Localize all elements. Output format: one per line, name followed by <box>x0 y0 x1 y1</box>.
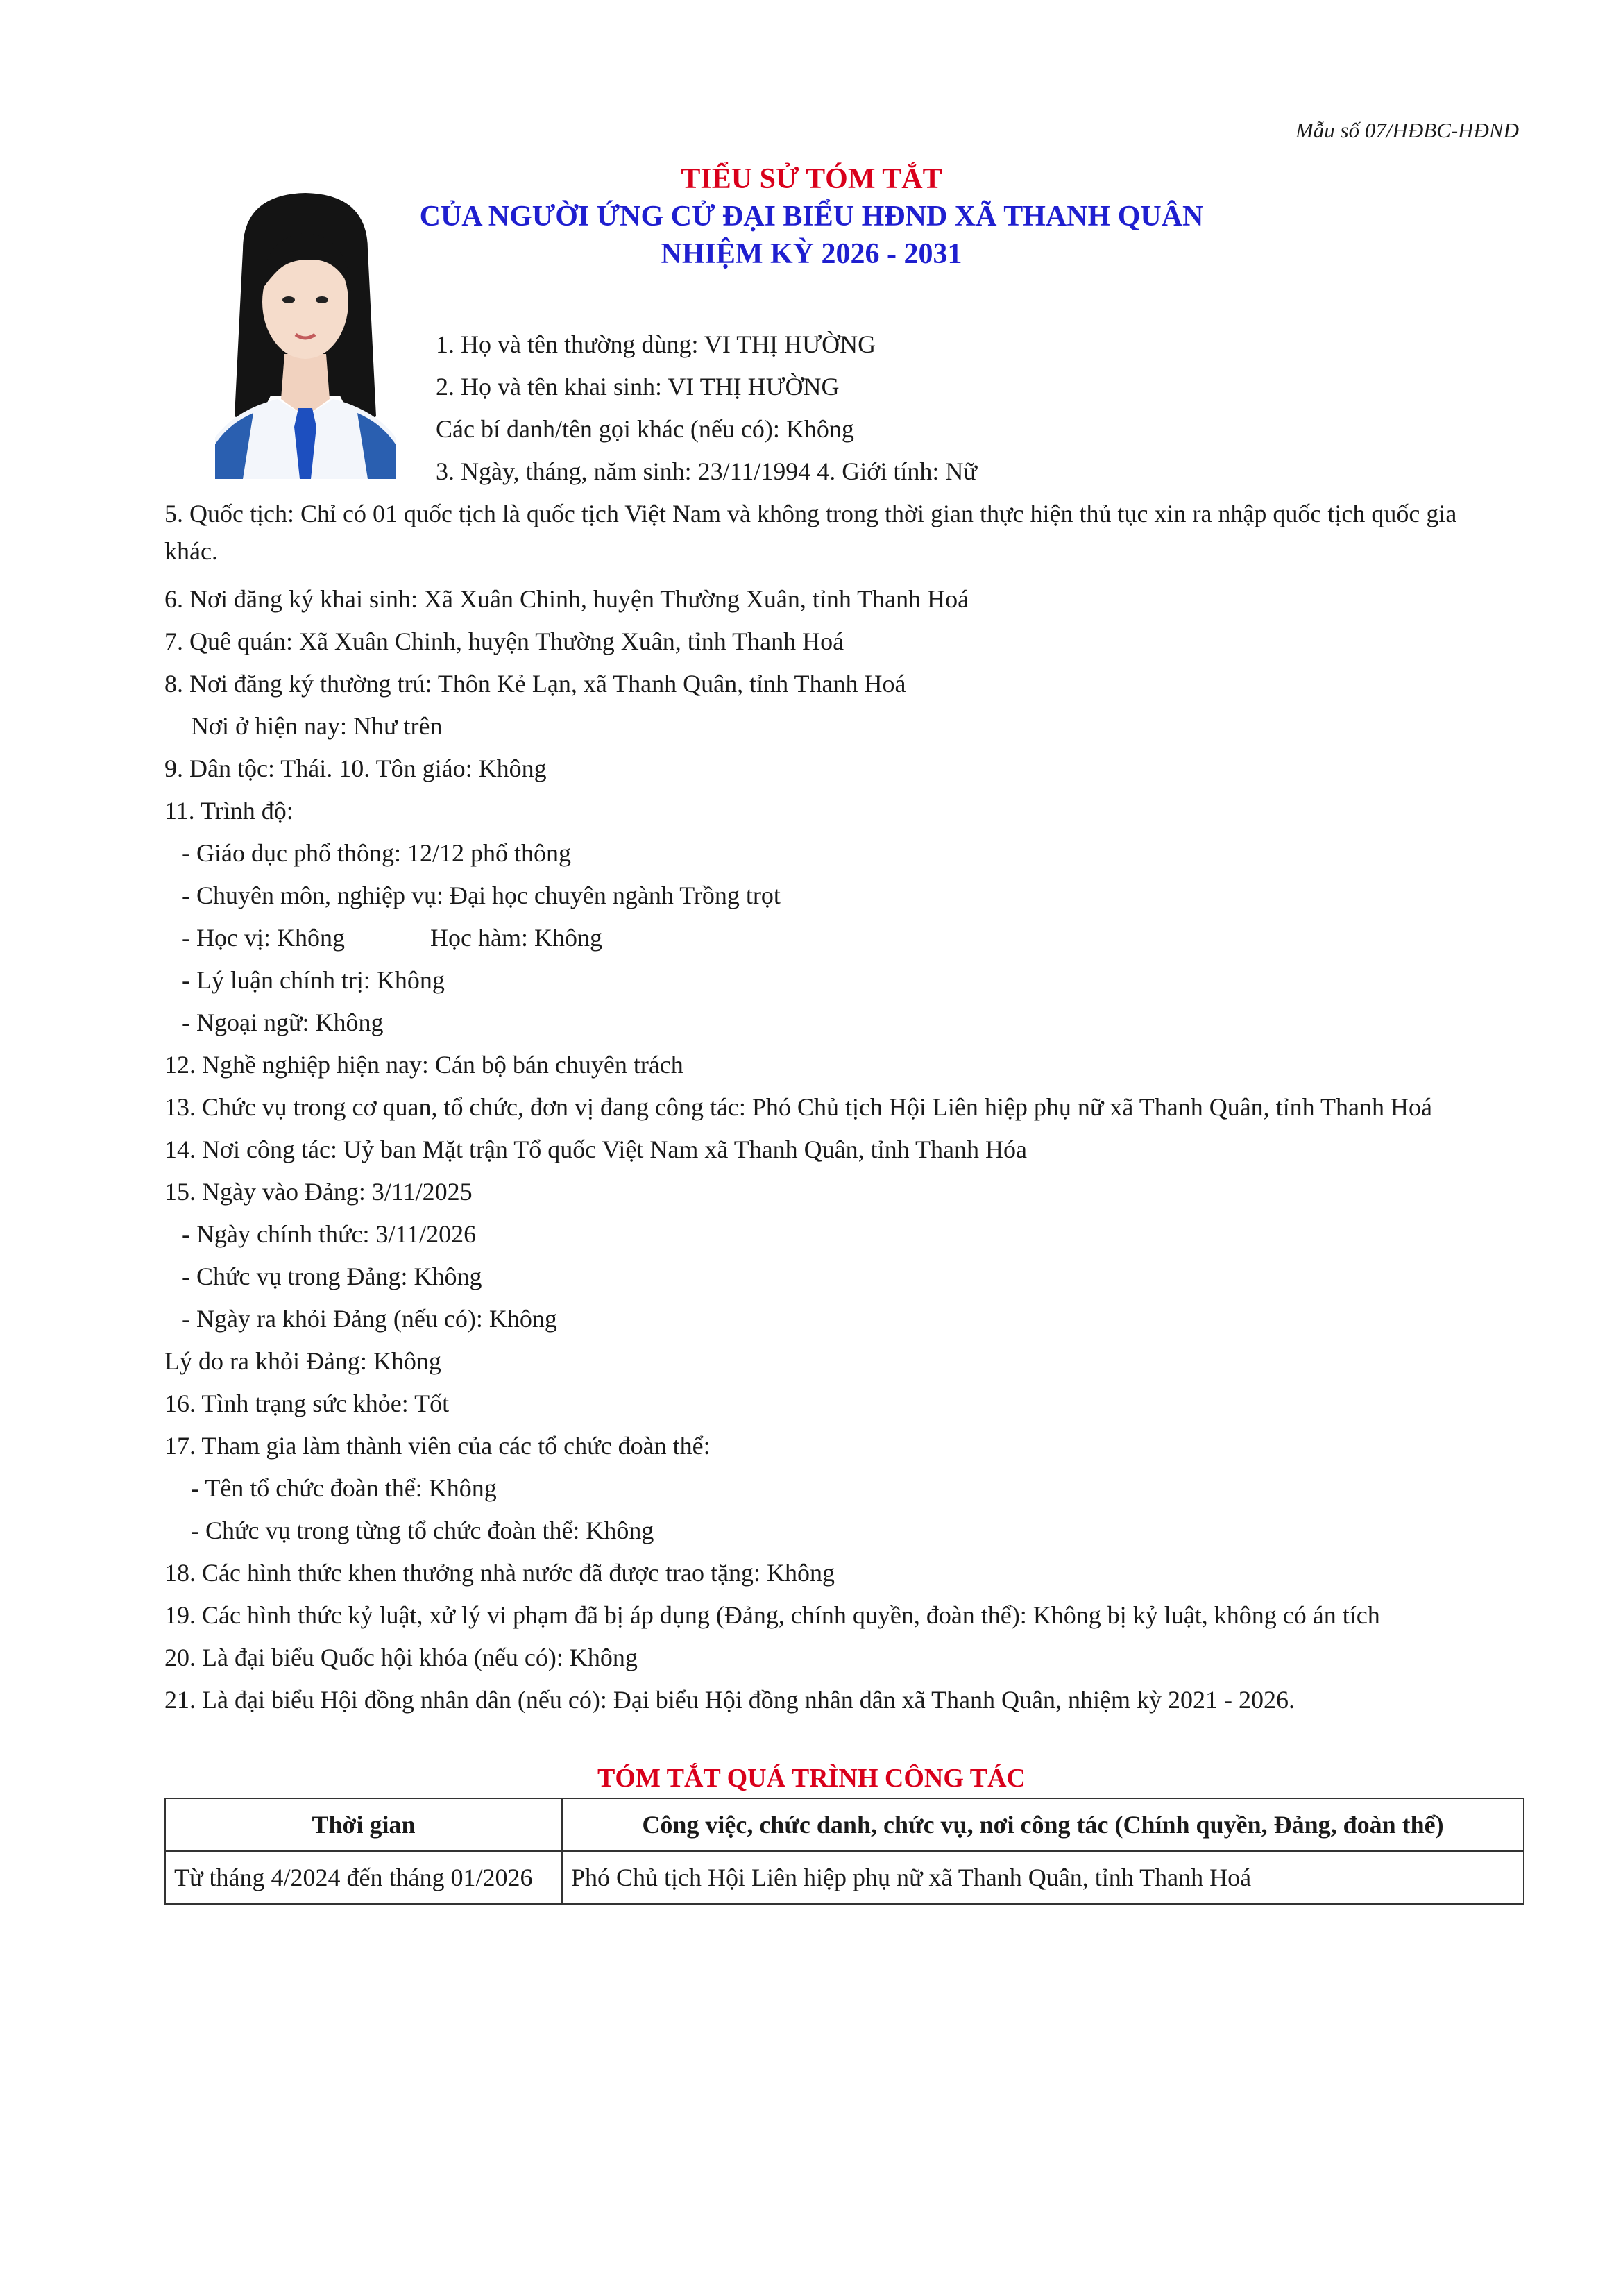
cell-role: Phó Chủ tịch Hội Liên hiệp phụ nữ xã Thanh Quân, tỉnh Thanh Hoá <box>562 1851 1524 1904</box>
field-current-residence: Nơi ở hiện nay: Như trên <box>191 712 443 740</box>
field-peoples-council: 21. Là đại biểu Hội đồng nhân dân (nếu có): Đại biểu Hội đồng nhân dân xã Thanh Quân, nhiệm kỳ 2021 - 2026. <box>164 1686 1295 1714</box>
document-term: NHIỆM KỲ 2026 - 2031 <box>661 238 962 270</box>
field-party-leave-reason: Lý do ra khỏi Đảng: Không <box>164 1347 441 1375</box>
column-header-role: Công việc, chức danh, chức vụ, nơi công tác (Chính quyền, Đảng, đoàn thể) <box>562 1798 1524 1851</box>
document-title: TIỂU SỬ TÓM TẮT <box>681 163 942 195</box>
field-party-leave-date: - Ngày ra khỏi Đảng (nếu có): Không <box>182 1305 557 1333</box>
field-party-official-date: - Ngày chính thức: 3/11/2026 <box>182 1220 477 1248</box>
field-birth-registration: 6. Nơi đăng ký khai sinh: Xã Xuân Chinh, huyện Thường Xuân, tỉnh Thanh Hoá <box>164 585 969 613</box>
field-hometown: 7. Quê quán: Xã Xuân Chinh, huyện Thường Xuân, tỉnh Thanh Hoá <box>164 627 844 655</box>
field-general-education: - Giáo dục phổ thông: 12/12 phổ thông <box>182 839 571 867</box>
portrait-photo <box>215 187 396 479</box>
field-party-position: - Chức vụ trong Đảng: Không <box>182 1263 482 1290</box>
field-position: 13. Chức vụ trong cơ quan, tổ chức, đơn vị đang công tác: Phó Chủ tịch Hội Liên hiệp phụ nữ xã Thanh Quân, tỉnh Thanh Hoá <box>164 1093 1432 1121</box>
column-header-period: Thời gian <box>165 1798 562 1851</box>
field-national-assembly: 20. Là đại biểu Quốc hội khóa (nếu có): Không <box>164 1644 638 1671</box>
field-common-name: 1. Họ và tên thường dùng: VI THỊ HƯỜNG <box>436 330 876 358</box>
field-aliases: Các bí danh/tên gọi khác (nếu có): Không <box>436 415 854 443</box>
field-ethnicity-religion: 9. Dân tộc: Thái. 10. Tôn giáo: Không <box>164 754 547 782</box>
field-workplace: 14. Nơi công tác: Uỷ ban Mặt trận Tổ quốc Việt Nam xã Thanh Quân, tỉnh Thanh Hóa <box>164 1136 1027 1163</box>
field-political-theory: - Lý luận chính trị: Không <box>182 966 445 994</box>
work-history-title: TÓM TẮT QUÁ TRÌNH CÔNG TÁC <box>597 1764 1026 1793</box>
document-subtitle: CỦA NGƯỜI ỨNG CỬ ĐẠI BIỂU HĐND XÃ THANH QUÂN <box>419 201 1204 233</box>
field-academic-title: Học hàm: Không <box>430 924 602 952</box>
field-occupation: 12. Nghề nghiệp hiện nay: Cán bộ bán chuyên trách <box>164 1051 683 1079</box>
field-health: 16. Tình trạng sức khỏe: Tốt <box>164 1390 450 1417</box>
field-nationality-cont: khác. <box>164 537 218 565</box>
form-code: Mẫu số 07/HĐBC-HĐND <box>1295 118 1519 142</box>
field-discipline: 19. Các hình thức kỷ luật, xử lý vi phạm đã bị áp dụng (Đảng, chính quyền, đoàn thể): Không bị kỷ luật, không có án tích <box>164 1601 1380 1629</box>
field-organization-position: - Chức vụ trong từng tổ chức đoàn thể: Không <box>191 1517 654 1544</box>
table-row <box>165 1851 1524 1904</box>
table-header-row <box>165 1798 1524 1851</box>
field-organizations-heading: 17. Tham gia làm thành viên của các tổ chức đoàn thể: <box>164 1432 711 1460</box>
field-permanent-residence: 8. Nơi đăng ký thường trú: Thôn Kẻ Lạn, xã Thanh Quân, tỉnh Thanh Hoá <box>164 670 906 698</box>
field-education-heading: 11. Trình độ: <box>164 797 294 825</box>
field-awards: 18. Các hình thức khen thưởng nhà nước đã được trao tặng: Không <box>164 1559 835 1587</box>
work-history-table <box>164 1798 1524 1905</box>
field-organization-name: - Tên tổ chức đoàn thể: Không <box>191 1474 497 1502</box>
cell-period: Từ tháng 4/2024 đến tháng 01/2026 <box>165 1851 562 1904</box>
field-birth-name: 2. Họ và tên khai sinh: VI THỊ HƯỜNG <box>436 373 840 400</box>
field-professional: - Chuyên môn, nghiệp vụ: Đại học chuyên ngành Trồng trọt <box>182 881 781 909</box>
field-degree: - Học vị: Không <box>182 924 345 952</box>
field-party-join-date: 15. Ngày vào Đảng: 3/11/2025 <box>164 1178 473 1206</box>
field-birthdate-gender: 3. Ngày, tháng, năm sinh: 23/11/1994 4. Giới tính: Nữ <box>436 457 977 485</box>
field-nationality: 5. Quốc tịch: Chỉ có 01 quốc tịch là quốc tịch Việt Nam và không trong thời gian thực hiện thủ tục xin ra nhập quốc tịch quốc gia <box>164 500 1457 527</box>
field-foreign-language: - Ngoại ngữ: Không <box>182 1008 384 1036</box>
